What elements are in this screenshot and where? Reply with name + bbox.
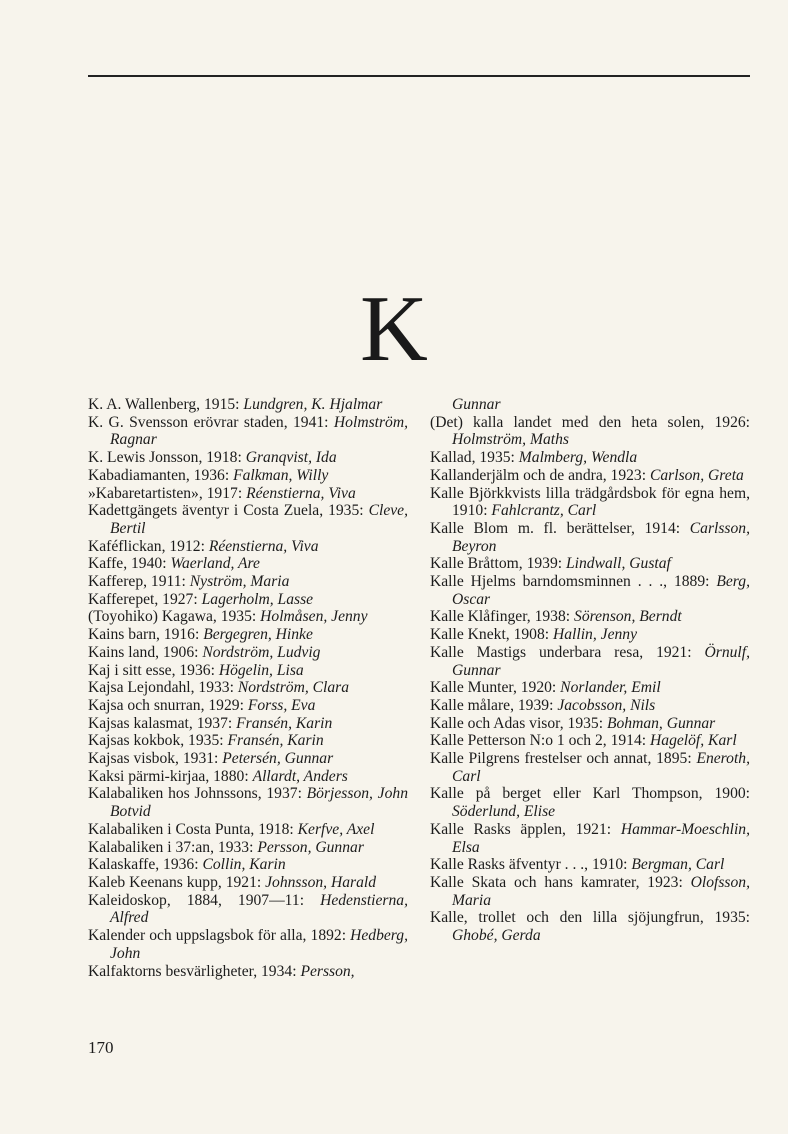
index-entry	[430, 732, 750, 750]
entry-title: K. G. Svensson erövrar staden, 1941:	[88, 413, 334, 431]
entry-title: Kajsas kalasmat, 1937:	[88, 714, 237, 732]
section-letter: K	[360, 277, 428, 381]
entry-title: Kalle Pilgrens frestelser och annat, 1895:	[430, 750, 697, 768]
index-entry	[430, 396, 750, 414]
entry-title: Kajsas visbok, 1931:	[88, 750, 223, 768]
entry-author: Lindwall, Gustaf	[566, 555, 671, 573]
index-entry	[430, 750, 750, 785]
entry-title: Kajsa och snurran, 1929:	[88, 696, 248, 714]
index-entry	[88, 449, 408, 467]
entry-title: Kalle på berget eller Karl Thompson, 1900:	[430, 785, 750, 803]
entry-author: Örnulf, Gunnar	[452, 643, 750, 679]
index-entry	[88, 591, 408, 609]
entry-title: Kalabaliken i Costa Punta, 1918:	[88, 820, 298, 838]
entry-title: Kallad, 1935:	[430, 449, 519, 467]
entry-title: Kalle Klåfinger, 1938:	[430, 608, 575, 626]
entry-author: Sörenson, Berndt	[574, 608, 682, 626]
entry-author: Hedberg, John	[110, 927, 408, 962]
entry-author: Persson,	[300, 962, 355, 980]
entry-author: Börjesson, John Botvid	[110, 785, 408, 821]
index-entry	[430, 626, 750, 644]
entry-author: Johnsson, Harald	[265, 873, 377, 891]
entry-author: Bergman, Carl	[631, 856, 725, 874]
entry-author: Granqvist, Ida	[245, 449, 337, 467]
index-entry	[88, 874, 408, 892]
entry-title: Kains land, 1906:	[88, 643, 203, 661]
entry-author: Nyström, Maria	[189, 573, 290, 591]
entry-author: Collin, Karin	[202, 856, 286, 874]
entry-author: Hagelöf, Karl	[650, 732, 737, 750]
index-entry	[88, 963, 408, 981]
entry-title: Kalle Bråttom, 1939:	[430, 555, 566, 573]
entry-title: Kabadiamanten, 1936:	[88, 466, 234, 484]
top-rule	[88, 75, 750, 77]
index-entry	[88, 396, 408, 414]
index-entry	[88, 626, 408, 644]
index-entry	[88, 821, 408, 839]
index-entry	[430, 608, 750, 626]
entry-title: Kalle Blom m. fl. berättelser, 1914:	[430, 519, 690, 537]
index-entry	[88, 715, 408, 733]
entry-author: Fransén, Karin	[227, 732, 324, 750]
entry-title: Kadettgängets äventyr i Costa Zuela, 1935:	[88, 502, 369, 520]
entry-title: Kalaskaffe, 1936:	[88, 856, 203, 874]
entry-author: Norlander, Emil	[560, 679, 661, 697]
entry-author: Persson, Gunnar	[257, 838, 364, 856]
entry-author: Malmberg, Wendla	[518, 449, 638, 467]
index-entry	[88, 485, 408, 503]
index-entry	[430, 679, 750, 697]
index-entry	[430, 821, 750, 856]
index-entry	[430, 785, 750, 820]
index-entry	[88, 892, 408, 927]
index-entry	[88, 927, 408, 962]
index-entry	[430, 874, 750, 909]
entry-author: Söderlund, Elise	[452, 803, 556, 821]
index-entry	[88, 750, 408, 768]
entry-author: Gunnar	[452, 396, 501, 413]
index-entry	[88, 467, 408, 485]
entry-title: Kalfaktorns besvärligheter, 1934:	[88, 962, 301, 980]
index-entry	[430, 573, 750, 608]
entry-title: Kajsas kokbok, 1935:	[88, 732, 228, 750]
entry-author: Petersén, Gunnar	[222, 750, 334, 768]
entry-title: Kalle Rasks äpplen, 1921:	[430, 820, 621, 838]
index-entry	[88, 768, 408, 786]
entry-title: Kalle Hjelms barndomsminnen . . ., 1889:	[430, 573, 717, 591]
entry-author: Lundgren, K. Hjalmar	[243, 396, 383, 413]
entry-title: Kalle Björkkvists lilla trädgårdsbok för egna hem, 1910:	[430, 484, 750, 520]
entry-title: Kafferepet, 1927:	[88, 590, 202, 608]
entry-title: (Det) kalla landet med den heta solen, 1926:	[430, 413, 750, 431]
index-entry	[88, 697, 408, 715]
entry-title: K. Lewis Jonsson, 1918:	[88, 449, 246, 467]
entry-author: Holmström, Ragnar	[110, 413, 408, 449]
entry-title: Kaleb Keenans kupp, 1921:	[88, 873, 266, 891]
entry-author: Kerfve, Axel	[297, 820, 375, 838]
index-entry	[430, 555, 750, 573]
entry-author: Falkman, Willy	[233, 466, 329, 484]
entry-author: Fahlcrantz, Carl	[491, 502, 597, 520]
index-entry	[430, 644, 750, 679]
entry-author: Nordström, Clara	[237, 679, 350, 697]
index-entry	[430, 715, 750, 733]
entry-title: Kains barn, 1916:	[88, 626, 204, 644]
entry-title: Kalle Mastigs underbara resa, 1921:	[430, 643, 705, 661]
index-entry	[430, 414, 750, 449]
entry-title: (Toyohiko) Kagawa, 1935:	[88, 608, 261, 626]
entry-author: Lagerholm, Lasse	[201, 590, 314, 608]
index-entry	[88, 414, 408, 449]
entry-author: Högelin, Lisa	[218, 661, 304, 679]
entry-author: Réenstierna, Viva	[208, 537, 319, 555]
entry-author: Hallin, Jenny	[553, 626, 638, 644]
index-entry	[430, 520, 750, 555]
entry-title: Kalle Munter, 1920:	[430, 679, 561, 697]
entry-author: Forss, Eva	[247, 696, 316, 714]
entry-author: Eneroth, Carl	[452, 750, 750, 785]
entry-title: K. A. Wallenberg, 1915:	[88, 396, 244, 413]
left-column	[88, 396, 408, 980]
entry-author: Berg, Oscar	[452, 573, 750, 608]
index-entry	[430, 449, 750, 467]
entry-author: Fransén, Karin	[236, 714, 333, 732]
entry-title: Kalabaliken i 37:an, 1933:	[88, 838, 258, 856]
entry-title: Kalle målare, 1939:	[430, 696, 558, 714]
index-entry	[88, 839, 408, 857]
entry-author: Carlson, Greta	[649, 466, 744, 484]
entry-title: Kalle, trollet och den lilla sjöjungfrun, 1935:	[430, 909, 750, 927]
index-entry	[88, 644, 408, 662]
entry-title: »Kabaretartisten», 1917:	[88, 484, 247, 502]
index-entry	[88, 856, 408, 874]
entry-title: Kaleidoskop, 1884, 1907—11:	[88, 891, 321, 909]
index-entry	[88, 502, 408, 537]
entry-title: Kafferep, 1911:	[88, 573, 190, 591]
entry-author: Holmåsen, Jenny	[260, 608, 368, 626]
index-entry	[430, 467, 750, 485]
index-entry	[88, 608, 408, 626]
entry-title: Kalle Rasks äfventyr . . ., 1910:	[430, 856, 632, 874]
entry-author: Hammar-Moeschlin, Elsa	[452, 820, 750, 856]
entry-title: Kalender och uppslagsbok för alla, 1892:	[88, 927, 351, 945]
entry-title: Kaffe, 1940:	[88, 555, 171, 573]
entry-author: Réenstierna, Viva	[246, 484, 356, 502]
entry-title: Kalle Petterson N:o 1 och 2, 1914:	[430, 732, 651, 750]
index-entry	[430, 856, 750, 874]
entry-author: Waerland, Are	[170, 555, 260, 573]
index-entry	[88, 662, 408, 680]
index-entry	[430, 485, 750, 520]
entry-author: Hedenstierna, Alfred	[110, 891, 408, 927]
entry-title: Kalle Knekt, 1908:	[430, 626, 553, 644]
entry-title: Kallanderjälm och de andra, 1923:	[430, 466, 650, 484]
page-number: 170	[88, 1038, 114, 1057]
entry-author: Bergegren, Hinke	[203, 626, 313, 644]
entry-author: Cleve, Bertil	[110, 502, 408, 537]
entry-author: Bohman, Gunnar	[606, 714, 716, 732]
index-entry	[88, 785, 408, 820]
right-column	[430, 396, 750, 945]
index-entry	[430, 909, 750, 944]
entry-author: Carlsson, Beyron	[452, 519, 750, 555]
entry-title: Kajsa Lejondahl, 1933:	[88, 679, 238, 697]
entry-author: Olofsson, Maria	[452, 873, 750, 909]
entry-title: Kaj i sitt esse, 1936:	[88, 661, 219, 679]
index-entry	[88, 555, 408, 573]
entry-author: Holmström, Maths	[452, 431, 569, 449]
entry-author: Jacobsson, Nils	[557, 696, 656, 714]
index-entry	[88, 732, 408, 750]
entry-title: Kalle Skata och hans kamrater, 1923:	[430, 873, 691, 891]
entry-author: Nordström, Ludvig	[202, 643, 321, 661]
entry-title: Kalle och Adas visor, 1935:	[430, 714, 607, 732]
entry-title: Kaksi pärmi-kirjaa, 1880:	[88, 767, 253, 785]
entry-author: Ghobé, Gerda	[452, 927, 541, 945]
index-entry	[88, 538, 408, 556]
index-entry	[88, 573, 408, 591]
index-entry	[88, 679, 408, 697]
entry-author: Allardt, Anders	[252, 767, 348, 785]
entry-title: Kaféflickan, 1912:	[88, 537, 209, 555]
index-entry	[430, 697, 750, 715]
entry-title: Kalabaliken hos Johnssons, 1937:	[88, 785, 307, 803]
